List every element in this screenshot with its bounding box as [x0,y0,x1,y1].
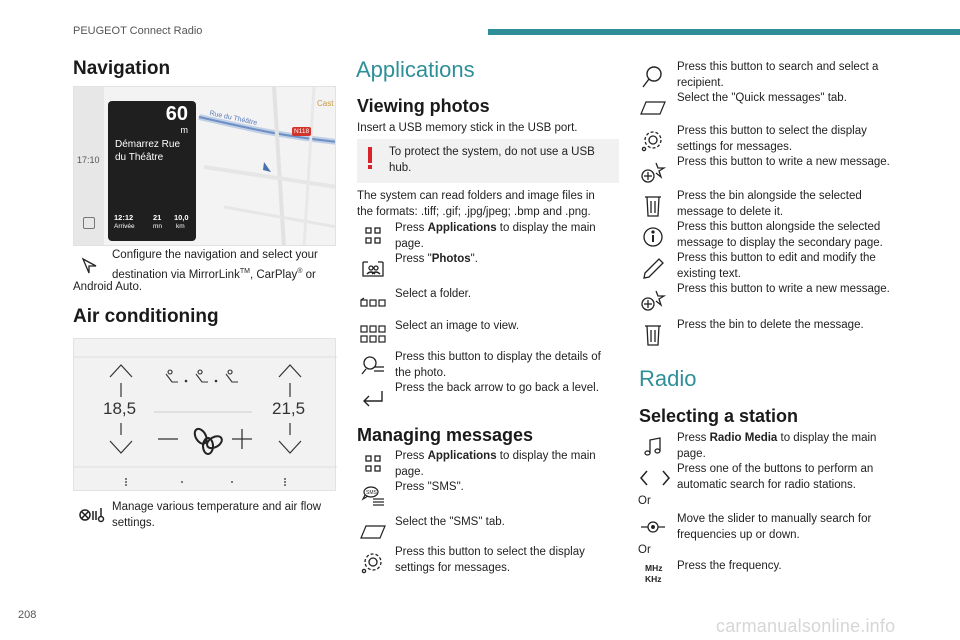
photos-icon [360,257,386,279]
formats-line2: the formats: .tiff; .gif; .jpg/jpeg; .bmp and .png. [357,205,591,218]
edit-pencil-icon [640,256,666,282]
photo-details-icon [360,354,386,376]
air-conditioning-icon [78,504,108,526]
nav-clock: 17:10 [77,155,100,165]
press-frequency-text: Press the frequency. [677,560,782,572]
warning-box [357,139,619,183]
c3-settings-line2: settings for messages. [677,140,793,153]
radio-media-note-icon [641,436,667,458]
slider-line1: Move the slider to manually search for [677,513,872,525]
info-icon [640,225,666,249]
applications-word: Applications [427,222,497,234]
frequency-mhz-khz-icon [645,563,662,585]
nav-minutes-label: mn [153,223,163,230]
map-place-label: Cast [317,99,334,108]
nav-desc-line1: Configure the navigation and select your [112,249,318,261]
folders-icon [360,292,386,314]
to-display-main: to display the main [496,222,596,234]
nav-desc-tm: TM [239,267,250,275]
back-arrow-icon [360,387,386,409]
search-line2: recipient. [677,76,724,89]
managing-messages-heading: Managing messages [357,425,534,445]
edit-line2: existing text. [677,267,741,280]
nav-distance: 60 [165,103,188,125]
select-sms-tab-text: Select the "SMS" tab. [395,516,505,528]
sms-icon [360,484,386,506]
press-label-3: Press [677,432,710,444]
air-heading: Air conditioning [73,306,219,327]
to-display-main-2: to display the main [496,450,596,462]
nav-minutes: 21 [153,213,162,222]
ac-temp-left: 18,5 [103,399,137,418]
page-word: page. [395,237,424,250]
page-word-3: page. [677,447,706,460]
sms-tab-icon [360,520,386,542]
quick-messages-tab-icon [640,96,666,118]
chevron-left-right-icon [638,467,672,489]
write-new-text-2: Press this button to write a new message. [677,283,890,295]
back-arrow-text: Press the back arrow to go back a level. [395,382,599,394]
nav-desc-carplay: , CarPlay [249,268,298,281]
photos-word: Photos [431,253,471,265]
image-grid-icon [360,323,386,345]
home-square-icon [83,217,95,229]
settings-gear-icon-2 [640,127,666,153]
viewing-photos-heading: Viewing photos [357,96,490,116]
bin-line1: Press the bin alongside the selected [677,190,862,202]
navigation-heading: Navigation [73,58,171,79]
warning-exclamation-icon [367,147,372,169]
applications-heading: Applications [356,57,475,82]
nav-arrival-label: Arrivée [114,223,135,230]
nav-instruction-card [108,101,196,241]
nav-desc-or: or [302,268,316,281]
warning-line2: hub. [389,161,412,174]
nav-desc-line2: destination via MirrorLink [112,268,240,281]
air-conditioning-screen-image [73,338,336,491]
settings-gear-icon [360,549,386,575]
press-photos-pre: Press " [395,253,432,265]
svg-text:SMS: SMS [366,490,377,496]
info-line1: Press this button alongside the selected [677,221,881,233]
slider-icon [640,516,666,538]
navigation-arrow-icon [76,253,102,275]
radio-media-word: Radio Media [709,432,778,444]
settings-line1: Press this button to select the display [395,546,585,558]
info-line2: message to display the secondary page. [677,236,883,249]
slider-line2: frequencies up or down. [677,528,800,541]
press-photos-post: ". [470,253,478,265]
bin-delete-text: Press the bin to delete the message. [677,319,864,331]
details-line1: Press this button to display the details of [395,351,601,363]
auto-line1: Press one of the buttons to perform an [677,463,874,475]
mhz-label: MHz [645,563,663,573]
nav-instruction-line2: du Théâtre [115,152,164,163]
nav-desc-reg: ® [297,267,303,275]
nav-km: 10,0 [174,213,189,222]
header-accent-bar [488,29,960,35]
air-desc-line1: Manage various temperature and air flow [112,501,322,513]
select-image-text: Select an image to view. [395,320,520,332]
search-line1: Press this button to search and select a [677,61,879,73]
applications-grid-icon-2 [360,453,386,475]
details-line2: the photo. [395,366,447,379]
select-folder-text: Select a folder. [395,288,472,300]
page-word-2: page. [395,465,424,478]
radio-media-post: to display the main [777,432,877,444]
applications-word-2: Applications [427,450,497,462]
search-recipient-icon [640,64,666,90]
navigation-side-panel [74,87,104,246]
road-badge: N118 [294,128,310,135]
watermark: carmanualsonline.info [716,616,896,636]
press-label-2: Press [395,450,428,462]
or-text-1: Or [638,495,651,507]
formats-line1: The system can read folders and image files in [357,190,595,202]
header-title: PEUGEOT Connect Radio [73,25,203,37]
ac-temp-right: 21,5 [272,399,306,418]
or-text-2: Or [638,544,651,556]
nav-km-label: km [176,223,185,230]
new-message-icon-2 [640,288,666,312]
edit-line1: Press this button to edit and modify the [677,252,876,264]
nav-distance-unit: m [180,125,188,135]
warning-line1: To protect the system, do not use a USB [389,146,595,158]
applications-grid-icon [360,225,386,247]
nav-arrival-time: 12:12 [114,213,134,222]
quick-tab-text: Select the "Quick messages" tab. [677,92,847,104]
bin-icon [640,193,666,219]
write-new-text: Press this button to write a new message. [677,156,890,168]
navigation-screen-image [73,86,336,246]
nav-desc-line3: Android Auto. [73,281,143,293]
khz-label: KHz [645,574,662,584]
selecting-station-heading: Selecting a station [639,406,799,426]
settings-line2: settings for messages. [395,561,511,574]
press-sms-text: Press "SMS". [395,481,464,493]
bin-line2: message to delete it. [677,205,784,218]
c3-settings-line1: Press this button to select the display [677,125,867,137]
new-message-icon [640,160,666,184]
insert-usb-text: Insert a USB memory stick in the USB port. [357,122,578,134]
press-label: Press [395,222,428,234]
nav-instruction-line1: Démarrez Rue [115,139,181,150]
bin-icon-2 [640,322,666,348]
air-desc-line2: settings. [112,516,155,529]
map-street-label: Rue du Théâtre [208,110,258,127]
auto-line2: automatic search for radio stations. [677,478,856,491]
radio-heading: Radio [639,366,697,391]
page-number: 208 [18,609,37,621]
